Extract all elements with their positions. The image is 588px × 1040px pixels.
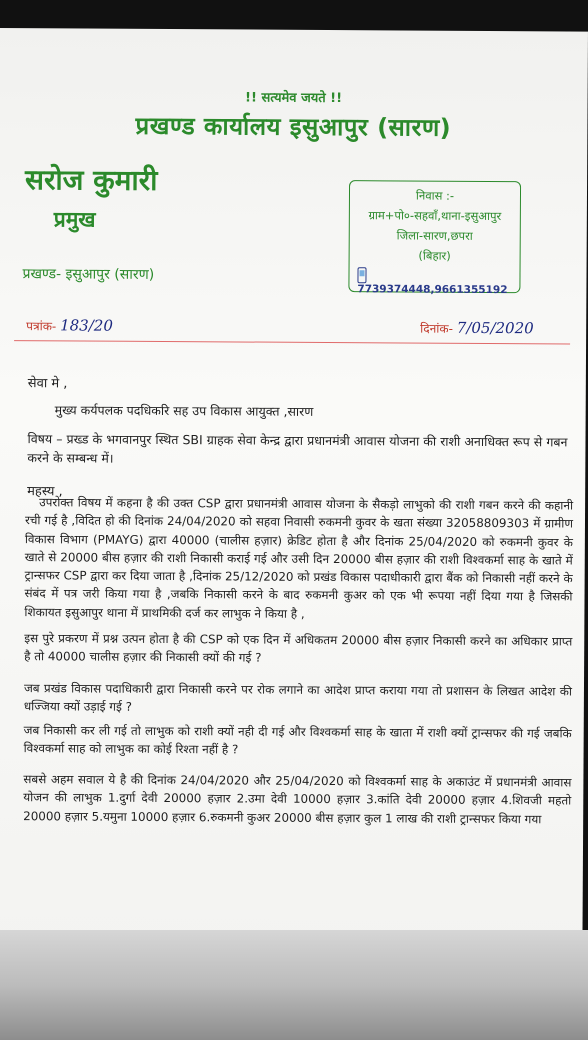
- addressee: मुख्य कर्यपलक पदधिकरि सह उप विकास आयुक्त ,सारण: [54, 402, 314, 419]
- patrank-field: [26, 316, 113, 335]
- body-paragraph: जब प्रखंड विकास पदाधिकारी द्वारा निकासी करने पर रोक लगाने का आदेश प्राप्त कराया गया तो प्रशासन के लिखत आदेश की धज्जिया क्यों उड़ाई गई ?: [23, 681, 573, 715]
- motto: !! सत्यमेव जयते !!: [245, 90, 343, 107]
- office-title: प्रखण्ड कार्यालय इसुआपुर (सारण): [135, 111, 452, 142]
- residence-address-box: [348, 180, 521, 297]
- body-paragraph: जब निकासी कर ली गई तो लाभुक को राशी क्यों नही दी गई और विश्वकर्मा साह के खाता में राशी क्यों ट्रान्सफर की गई जबकि विश्वकर्मा साह को लाभुक का कोई रिश्ता नहीं है ?: [23, 723, 572, 757]
- mobile-phone-icon: [357, 267, 366, 283]
- patrank-value: 183/20: [60, 316, 113, 335]
- header-divider: [14, 340, 570, 344]
- address-line: ग्राम+पो०-सहवाँ,थाना-इसुआपुर: [368, 208, 502, 224]
- person-name: सरोज कुमारी: [24, 163, 158, 197]
- salutation: सेवा मे ,: [27, 376, 68, 392]
- address-line: जिला-सारण,छपरा: [396, 228, 473, 243]
- body-paragraph: इस पुरे प्रकरण में प्रश्न उत्पन होता है की CSP को एक दिन में अधिकतम 20000 बीस हज़ार निकासी करने का अधिकार प्राप्त है तो 40000 चालीस हज़ार की निकासी क्यों की गई ?: [24, 631, 573, 665]
- dinank-field: [420, 319, 534, 338]
- block-line: प्रखण्ड- इसुआपुर (सारण): [22, 266, 155, 283]
- background-surface: [0, 930, 588, 1040]
- address-line: (बिहार): [418, 248, 451, 263]
- phone-row: [349, 267, 519, 296]
- greeting: महस्य ,: [27, 484, 63, 500]
- letter-paper: [0, 28, 588, 960]
- address-line: निवास :-: [415, 188, 455, 203]
- designation: प्रमुख: [53, 207, 96, 232]
- phone-numbers: 7739374448,9661355192: [357, 283, 508, 297]
- patrank-label: पत्रांक-: [26, 319, 57, 334]
- dinank-value: 7/05/2020: [456, 318, 534, 338]
- subject: विषय – प्रख्ड के भगवानपुर स्थित SBI ग्राहक सेवा केन्द्र द्वारा प्रधानमंत्री आवास योजना की राशी अनाधिक्त रूप से गबन करने के सम्बन्ध में।: [27, 431, 568, 466]
- body-paragraph: उपरोक्त विषय में कहना है की उक्त CSP द्वारा प्रधानमंत्री आवास योजना के सैकड़ो लाभुको की राशी गबन करने की कहानी रची गई है ,विदित हो की दिनांक 24/04/2020 को सहवा निवासी रुकमनी कुवर के खता संख्या 32058809303 में ग्रामीण विकास विभाग (PMAYG) द्वारा 40000 (चालीस हज़ार) क्रेडिट होता है और दिनांक 25/04/2020 को रुकमनी कुवर के खाते से 20000 बीस हज़ार की राशी निकासी कराई गई और उसी दिन 20000 बीस हज़ार की राशी विश्वकर्मा साह के खाते में ट्रान्सफर CSP द्वारा कर दिया जाता है ,दिनांक 25/12/2020 को प्रखंड विकास पदाधीकारी द्वारा बैंक को निकासी नहीं करने के संबंद में पत्र जरी किया गया है ,जबकि निकासी करने के बाद रुकमनी कुअर को एक भी रूपया नहीं दिया गया है जिसकी शिकायत इसुआपुर थाना में प्राथमिकी दर्ज कर लाभुक ने किया है ,: [24, 495, 574, 621]
- dinank-label: दिनांक-: [420, 321, 454, 336]
- body-paragraph: सबसे अहम सवाल ये है की दिनांक 24/04/2020 और 25/04/2020 को विश्वकर्मा साह के अकाउंट में प्रधानमंत्री आवास योजन की लाभुक 1.दुर्गा देवी 20000 हज़ार 2.उमा देवी 10000 हज़ार 3.कांति देवी 20000 हज़ार 4.शिवजी महतो 20000 हज़ार 5.यमुना 10000 हज़ार 6.रुकमनी कुअर 20000 बीस हज़ार कुल 1 लाख की राशी ट्रान्सफर किया गया: [23, 772, 572, 826]
